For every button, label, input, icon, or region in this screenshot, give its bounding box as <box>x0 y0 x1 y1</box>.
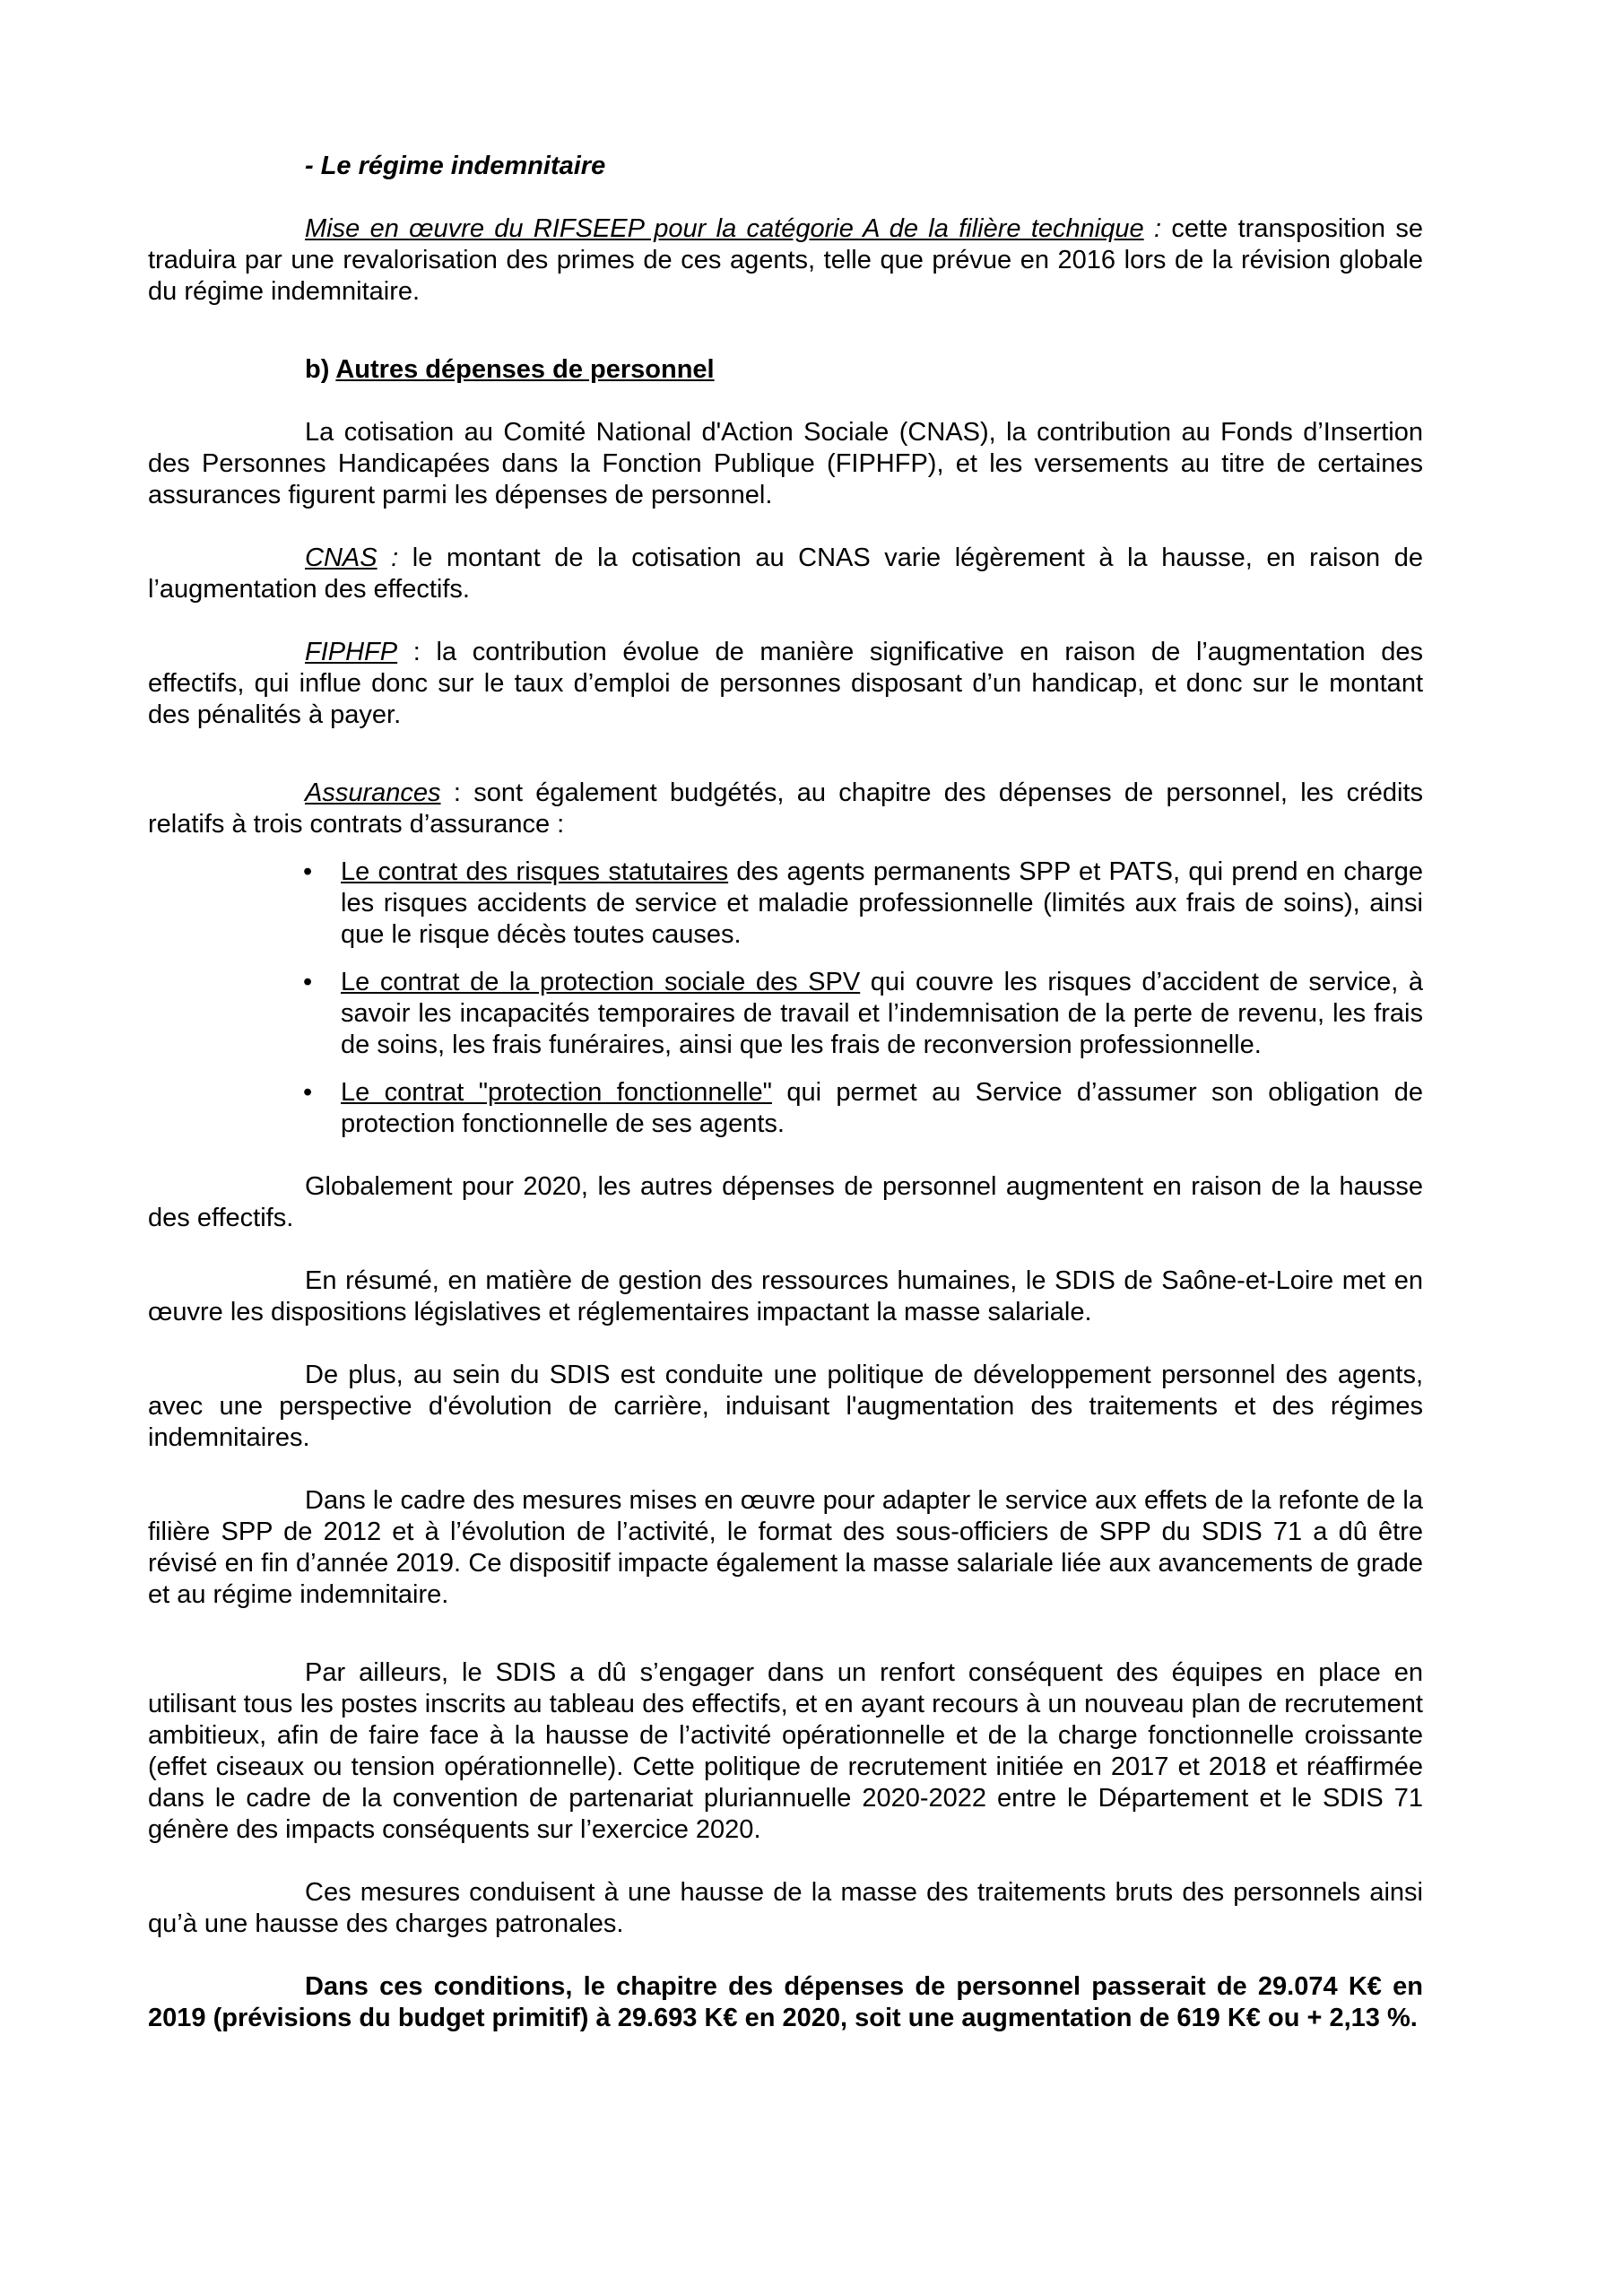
section-title: - Le régime indemnitaire <box>305 152 606 180</box>
paragraph-development: De plus, au sein du SDIS est conduite une politique de développement personnel des agents, avec une perspective d'évolution de carrière, induisant l'augmentation des traitements et des régimes indemnitaires. <box>148 1361 1423 1452</box>
cnas-paragraph <box>148 543 1423 605</box>
assurances-separator: : <box>440 778 474 807</box>
rifseep-paragraph <box>148 213 1423 308</box>
paragraph-mesures: Ces mesures conduisent à une hausse de la masse des traitements bruts des personnels ainsi qu’à une hausse des charges patronales. <box>148 1878 1423 1938</box>
paragraph-summary: En résumé, en matière de gestion des ressources humaines, le SDIS de Saône-et-Loire met en œuvre les dispositions législatives et réglementaires impactant la masse salariale. <box>148 1266 1423 1326</box>
bullet-icon: • <box>303 968 313 996</box>
assurances-label: Assurances <box>305 778 441 807</box>
list-item <box>303 967 1424 1061</box>
document-page <box>148 151 1423 2034</box>
fiphfp-text: la contribution évolue de manière significative en raison de l’augmentation des effectifs, qui influe donc sur le taux d’emploi de personnes disposant d’un handicap, et donc sur le montant des pénalités à payer. <box>148 638 1424 729</box>
assurances-text: sont également budgétés, au chapitre des dépenses de personnel, les crédits relatifs à trois contrats d’assurance : <box>148 778 1423 839</box>
cnas-separator: : <box>377 544 412 572</box>
rifseep-label: Mise en œuvre du RIFSEEP pour la catégorie A de la filière technique <box>305 214 1144 243</box>
paragraph-global: Globalement pour 2020, les autres dépenses de personnel augmentent en raison de la hausse des effectifs. <box>148 1172 1423 1232</box>
contract-text: qui permet au Service d’assumer son obligation de protection fonctionnelle de ses agents. <box>341 1078 1424 1138</box>
rifseep-separator: : <box>1143 214 1172 243</box>
subheading-label: Autres dépenses de personnel <box>335 355 715 384</box>
list-item <box>303 857 1424 951</box>
bullet-icon: • <box>303 1078 313 1107</box>
contract-label: Le contrat "protection fonctionnelle" <box>341 1078 772 1107</box>
contract-label: Le contrat des risques statutaires <box>341 857 729 886</box>
fiphfp-separator: : <box>397 638 437 666</box>
conclusion-paragraph: Dans ces conditions, le chapitre des dépenses de personnel passerait de 29.074 K€ en 2019 (prévisions du budget primitif) à 29.693 K€ en 2020, soit une augmentation de 619 K€ ou + 2,13 %. <box>148 1972 1423 2032</box>
contracts-list <box>148 857 1423 1140</box>
contract-text: des agents permanents SPP et PATS, qui prend en charge les risques accidents de service et maladie professionnelle (limités aux frais de soins), ainsi que le risque décès toutes causes. <box>341 857 1424 949</box>
fiphfp-paragraph <box>148 637 1423 731</box>
assurances-paragraph <box>148 778 1423 840</box>
paragraph-recrutement: Par ailleurs, le SDIS a dû s’engager dans un renfort conséquent des équipes en place en utilisant tous les postes inscrits au tableau des effectifs, et en ayant recours à un nouveau plan de recrutement ambitieux, afin de faire face à la hausse de l’activité opérationnelle et de la charge fonctionnelle croissante (effet ciseaux ou tension opérationnelle). Cette politique de recrutement initiée en 2017 et 2018 et réaffirmée dans le cadre de la convention de partenariat pluriannuelle 2020-2022 entre le Département et le SDIS 71 génère des impacts conséquents sur l’exercice 2020. <box>148 1658 1423 1844</box>
intro-paragraph: La cotisation au Comité National d'Action Sociale (CNAS), la contribution au Fonds d’Insertion des Personnes Handicapées dans la Fonction Publique (FIPHFP), et les versements au titre de certaines assurances figurent parmi les dépenses de personnel. <box>148 418 1423 509</box>
contract-label: Le contrat de la protection sociale des SPV <box>341 968 861 996</box>
bullet-icon: • <box>303 857 313 886</box>
fiphfp-label: FIPHFP <box>305 638 398 666</box>
paragraph-refonte: Dans le cadre des mesures mises en œuvre pour adapter le service aux effets de la refonte de la filière SPP de 2012 et à l’évolution de l’activité, le format des sous-officiers de SPP du SDIS 71 a dû être révisé en fin d’année 2019. Ce dispositif impacte également la masse salariale liée aux avancements de grade et au régime indemnitaire. <box>148 1486 1423 1609</box>
list-item <box>303 1077 1424 1140</box>
cnas-label: CNAS <box>305 544 378 572</box>
subheading <box>305 354 1423 386</box>
cnas-text: le montant de la cotisation au CNAS varie légèrement à la hausse, en raison de l’augmentation des effectifs. <box>148 544 1423 604</box>
subheading-prefix: b) <box>305 355 336 384</box>
rifseep-text: cette transposition se traduira par une revalorisation des primes de ces agents, telle que prévue en 2016 lors de la révision globale du régime indemnitaire. <box>148 214 1424 306</box>
contract-text: qui couvre les risques d’accident de service, à savoir les incapacités temporaires de travail et l’indemnisation de la perte de revenu, les frais de soins, les frais funéraires, ainsi que les frais de reconversion professionnelle. <box>341 968 1424 1059</box>
